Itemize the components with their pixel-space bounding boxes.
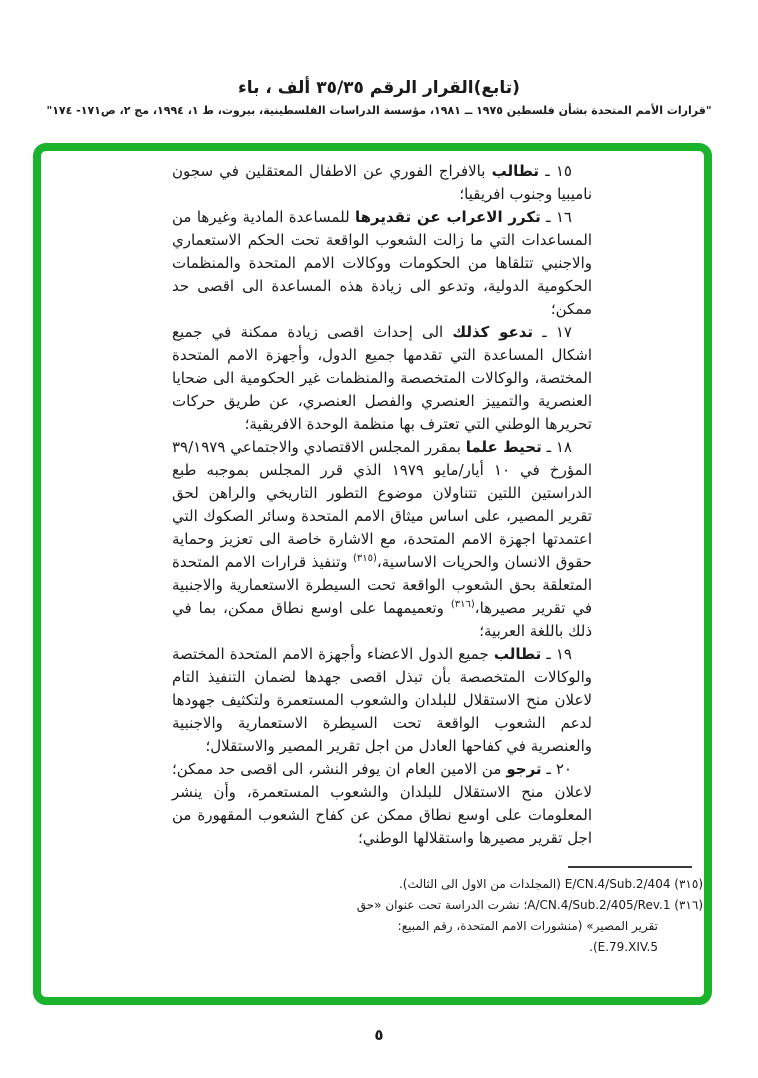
operative-paragraph: ١٩ ـ تطالب جميع الدول الاعضاء وأجهزة الامم المتحدة المختصة والوكالات المتخصصة بأن تبذل اقصى جهدها لضمان التنفيذ التام لاعلان منح الاستقلال للبلدان والشعوب المستعمرة ولتكثيف جهودها لدعم الشعوب الواقعة تحت السيطرة الاستعمارية والاجنبية والعنصرية في كفاحها العادل من اجل تقرير المصير والاستقلال؛ (172, 645, 592, 755)
source-citation-line: "قرارات الأمم المتحدة بشأن فلسطين ١٩٧٥ ــ ١٩٨١، مؤسسة الدراسات الفلسطينية، بيروت، ط ١، ١٩٩٤، مج ٢، ص١٧١- ١٧٤" (46, 104, 712, 117)
operative-paragraph: ١٧ ـ تدعو كذلك الى إحداث اقصى زيادة ممكنة في جميع اشكال المساعدة التي تقدمها جميع الدول، وأجهزة الامم المتحدة المختصة، والوكالات المتخصصة والمنظمات غير الحكومية الى ضحايا العنصرية والتمييز العنصري والفصل العنصري، عن طريق حركات تحريرها الوطني التي تعترف بها منظمة الوحدة الافريقية؛ (172, 323, 592, 433)
resolution-paragraphs (172, 160, 592, 850)
operative-paragraph: ٢٠ ـ ترجو من الامين العام ان يوفر النشر، الى اقصى حد ممكن؛ لاعلان منح الاستقلال للبلدان والشعوب المستعمرة، وأن ينشر المعلومات على اوسع نطاق ممكن عن كفاح الشعوب المقهورة من اجل تقرير مصيرها واستقلالها الوطني؛ (172, 760, 592, 847)
footnote-separator (568, 866, 692, 868)
operative-paragraph: ١٦ ـ تكرر الاعراب عن تقديرها للمساعدة المادية وغيرها من المساعدات التي ما زالت الشعوب الواقعة تحت الحكم الاستعماري والاجنبي تتلقاها من الحكومات ووكالات الامم المتحدة والمنظمات الحكومية الدولية، وتدعو الى زيادة هذه المساعدة الى اقصى حد ممكن؛ (172, 208, 592, 318)
page-number: ٥ (374, 1026, 384, 1044)
footnote-text: A/CN.4/Sub.2/405/Rev.1؛ نشرت الدراسة تحت عنوان «حق تقرير المصير» (منشورات الامم المتحدة، رقم المبيع: E.79.XIV.5). (356, 898, 671, 954)
footnote-reference: (٣١٥) (352, 553, 377, 564)
footnote-marker: (٣١٦) (670, 898, 703, 912)
footnote (333, 874, 703, 895)
operative-paragraph: ١٥ ـ تطالب بالافراج الفوري عن الاطفال المعتقلين في سجون ناميبيا وجنوب افريقيا؛ (172, 162, 592, 203)
footnotes (333, 874, 703, 958)
operative-paragraph: ١٨ ـ تحيط علما بمقرر المجلس الاقتصادي والاجتماعي ٣٩/١٩٧٩ المؤرخ في ١٠ أيار/مايو ١٩٧٩ الذي قرر المجلس بموجبه طبع الدراستين اللتين تتناولان موضوع التطور التاريخي والراهن لحق تقرير المصير، على اساس ميثاق الامم المتحدة وسائر الصكوك التي اعتمدتها اجهزة الامم المتحدة، مع الاشارة خاصة الى تعزيز وحماية حقوق الانسان والحريات الاساسية،$^{(٣١٥)}$ وتنفيذ قرارات الامم المتحدة المتعلقة بحق الشعوب الواقعة تحت السيطرة الاستعمارية والاجنبية في تقرير مصيرها،$^{(٣١٦)}$ وتعميمهما على اوسع نطاق ممكن، بما في ذلك باللغة العربية؛ (172, 438, 593, 640)
footnote-text: E/CN.4/Sub.2/404 (المجلدات من الاول الى الثالث). (398, 877, 671, 891)
footnote (333, 895, 703, 958)
page-title: (تابع)القرار الرقم ٣٥/٣٥ ألف ، باء (238, 78, 520, 98)
footnote-marker: (٣١٥) (670, 877, 703, 891)
footnote-reference: (٣١٦) (450, 599, 475, 610)
